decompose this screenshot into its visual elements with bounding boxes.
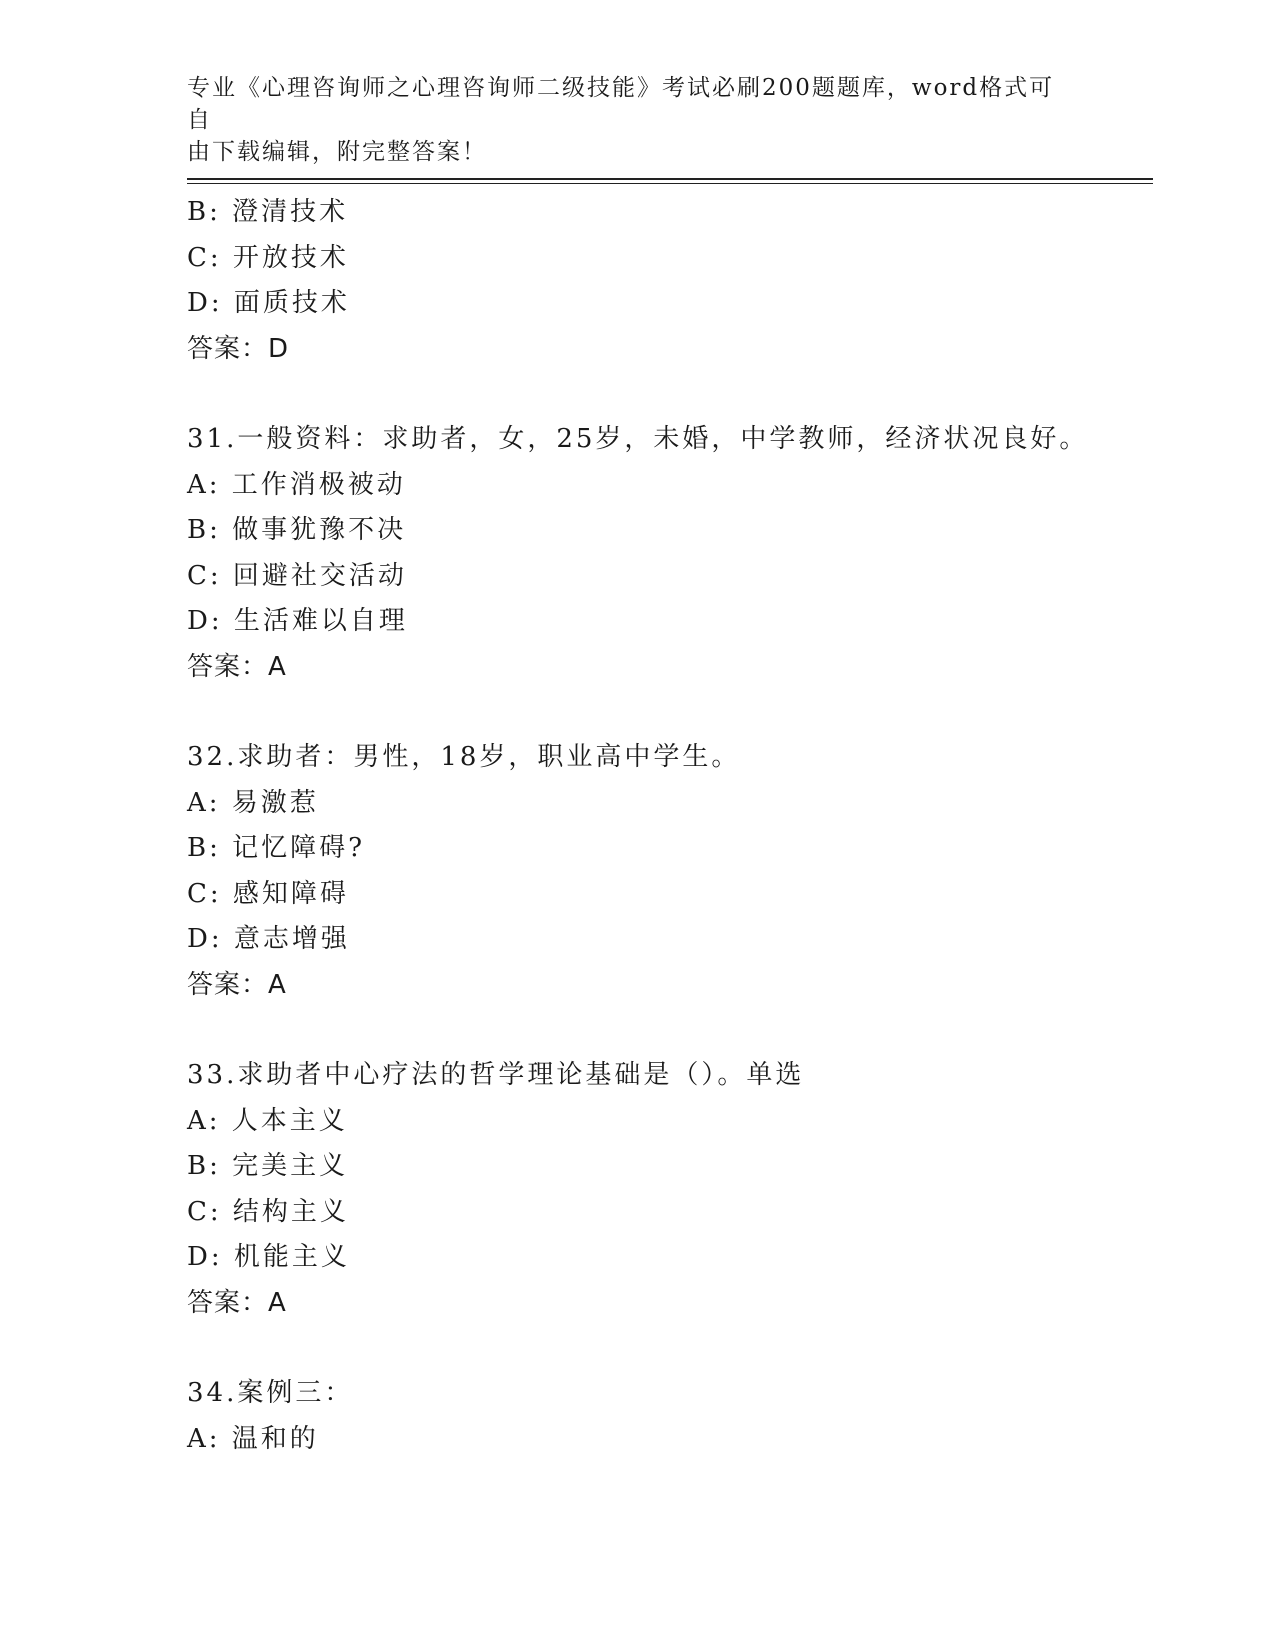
question-block-34: [187, 1371, 1153, 1462]
option-b: B: 完美主义: [187, 1151, 349, 1181]
question-stem: 33.求助者中心疗法的哲学理论基础是（）。单选: [187, 1060, 805, 1090]
question-stem: 34.案例三：: [187, 1378, 354, 1408]
question-block-partial: [187, 190, 1153, 372]
option-d: D: 机能主义: [187, 1242, 350, 1272]
answer-line: 答案：A: [187, 651, 287, 682]
option-a: A: 易激惹: [187, 787, 319, 818]
option-b: B: 记忆障碍?: [187, 833, 366, 863]
option-c: C: 开放技术: [187, 242, 349, 273]
header-divider-thin: [187, 183, 1153, 184]
answer-line: 答案：A: [187, 969, 287, 1000]
option-a: A: 工作消极被动: [187, 469, 406, 500]
option-c: C: 感知障碍: [187, 878, 349, 909]
question-stem: 32.求助者：男性，18岁，职业高中学生。: [187, 742, 741, 772]
header-line-2: 由下载编辑，附完整答案！: [187, 139, 487, 165]
document-header: [187, 72, 1067, 168]
question-block-32: [187, 735, 1153, 1008]
option-a: A: 人本主义: [187, 1105, 348, 1136]
option-a: A: 温和的: [187, 1423, 319, 1454]
question-block-33: [187, 1053, 1153, 1326]
question-block-31: [187, 417, 1153, 690]
option-c: C: 结构主义: [187, 1196, 349, 1227]
question-stem: 31.一般资料：求助者，女，25岁，未婚，中学教师，经济状况良好。: [187, 424, 1089, 454]
question-list: [187, 190, 1153, 1507]
answer-line: 答案：D: [187, 333, 290, 364]
option-c: C: 回避社交活动: [187, 560, 407, 591]
header-divider-thick: [187, 178, 1153, 180]
answer-line: 答案：A: [187, 1287, 287, 1318]
header-line-1: 专业《心理咨询师之心理咨询师二级技能》考试必刷200题题库，word格式可自: [187, 75, 1055, 133]
option-d: D: 生活难以自理: [187, 606, 408, 636]
option-d: D: 面质技术: [187, 288, 350, 318]
option-b: B: 做事犹豫不决: [187, 515, 407, 545]
option-b: B: 澄清技术: [187, 197, 349, 227]
option-d: D: 意志增强: [187, 924, 350, 954]
